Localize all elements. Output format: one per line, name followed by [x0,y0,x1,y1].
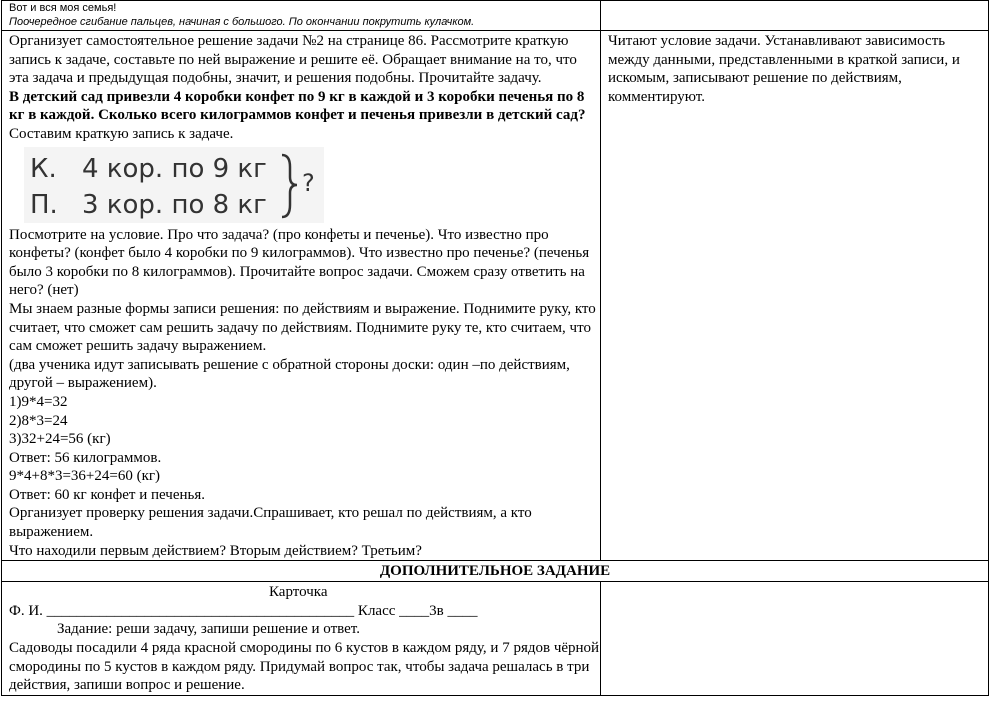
card-cell [2,582,601,696]
discussion-2: Мы знаем разные формы записи решения: по действиям и выражение. Поднимите руку, кто считает, что сможет сам решить задачу по действиям. Поднимите руку те, кто считаем, что сам сможет решить задачу выражением. [9,300,596,355]
brief-question-mark: ? [302,168,315,197]
card-task-line: Задание: реши задачу, запиши решение и ответ. [57,621,360,638]
top-line-1: Вот и вся моя семья! [9,2,117,14]
student-activity-cell [601,31,989,561]
questions-text: Что находили первым действием? Вторым действием? Третьим? [9,542,422,559]
discussion-1: Посмотрите на условие. Про что задача? (про конфеты и печенье). Что известно про конфеты? (конфет было 4 коробки по 9 килограммов). Что известно про печенье? (печенья было 3 коробки по 8 килограммов). Прочитайте вопрос задачи. Сможем сразу ответить на него? (нет) [9,226,590,299]
lesson-table [1,0,989,696]
brief-notation-image [24,147,324,223]
brief-row2-text: 3 кор. по 8 кг [82,189,267,220]
solution-step-3: 3)32+24=56 (кг) [9,431,111,448]
brief-row2-letter: П. [30,189,58,220]
table-row [2,31,989,561]
table-row [2,561,989,582]
top-cell-right [601,1,989,31]
extra-task-header: ДОПОЛНИТЕЛЬНОЕ ЗАДАНИЕ [2,561,989,582]
solution-step-1: 1)9*4=32 [9,393,68,410]
teacher-activity-cell [2,31,601,561]
student-activity-text: Читают условие задачи. Устанавливают зависимость между данными, представленными в краткой записи, и искомым, записывают решение по действиям, комментируют. [608,33,960,105]
check-text: Организует проверку решения задачи.Спрашивает, кто решал по действиям, а кто выражением. [9,505,532,541]
top-line-2: Поочередное сгибание пальцев, начиная с большого. По окончании покрутить кулачком. [9,15,475,28]
brief-intro: Составим краткую запись к задаче. [9,125,234,142]
problem-text: В детский сад привезли 4 коробки конфет по 9 кг в каждой и 3 коробки печенья по 8 кг в каждой. Сколько всего килограммов конфет и печенья привезли в детский сад? [9,88,586,124]
top-cell-left [2,1,601,31]
brief-row1-letter: К. [30,153,57,184]
discussion-3: (два ученика идут записывать решение с обратной стороны доски: один –по действиям, другой – выражением). [9,356,570,392]
answer-2: Ответ: 60 кг конфет и печенья. [9,486,205,503]
card-problem: Садоводы посадили 4 ряда красной смородины по 6 кустов в каждом ряду, и 7 рядов чёрной смородины по 5 кустов в каждом ряду. Придумай вопрос так, чтобы задача решалась в три действия, запиши вопрос и решение. [9,640,600,694]
brief-row1-text: 4 кор. по 9 кг [82,153,267,184]
table-row [2,1,989,31]
answer-1: Ответ: 56 килограммов. [9,449,162,466]
card-cell-right [601,582,989,696]
card-title: Карточка [269,584,328,601]
teacher-intro: Организует самостоятельное решение задачи №2 на странице 86. Рассмотрите краткую запись к задаче, составьте по ней выражение и решите её. Обращает внимание на то, что эта задача и предыдущая подобны, значит, и решения подобны. Прочитайте задачу. [9,33,577,87]
table-row [2,582,989,696]
solution-step-2: 2)8*3=24 [9,412,68,429]
card-fio-line: Ф. И. _________________________________________ Класс ____3в ____ [9,602,478,619]
expression-solution: 9*4+8*3=36+24=60 (кг) [9,468,161,485]
